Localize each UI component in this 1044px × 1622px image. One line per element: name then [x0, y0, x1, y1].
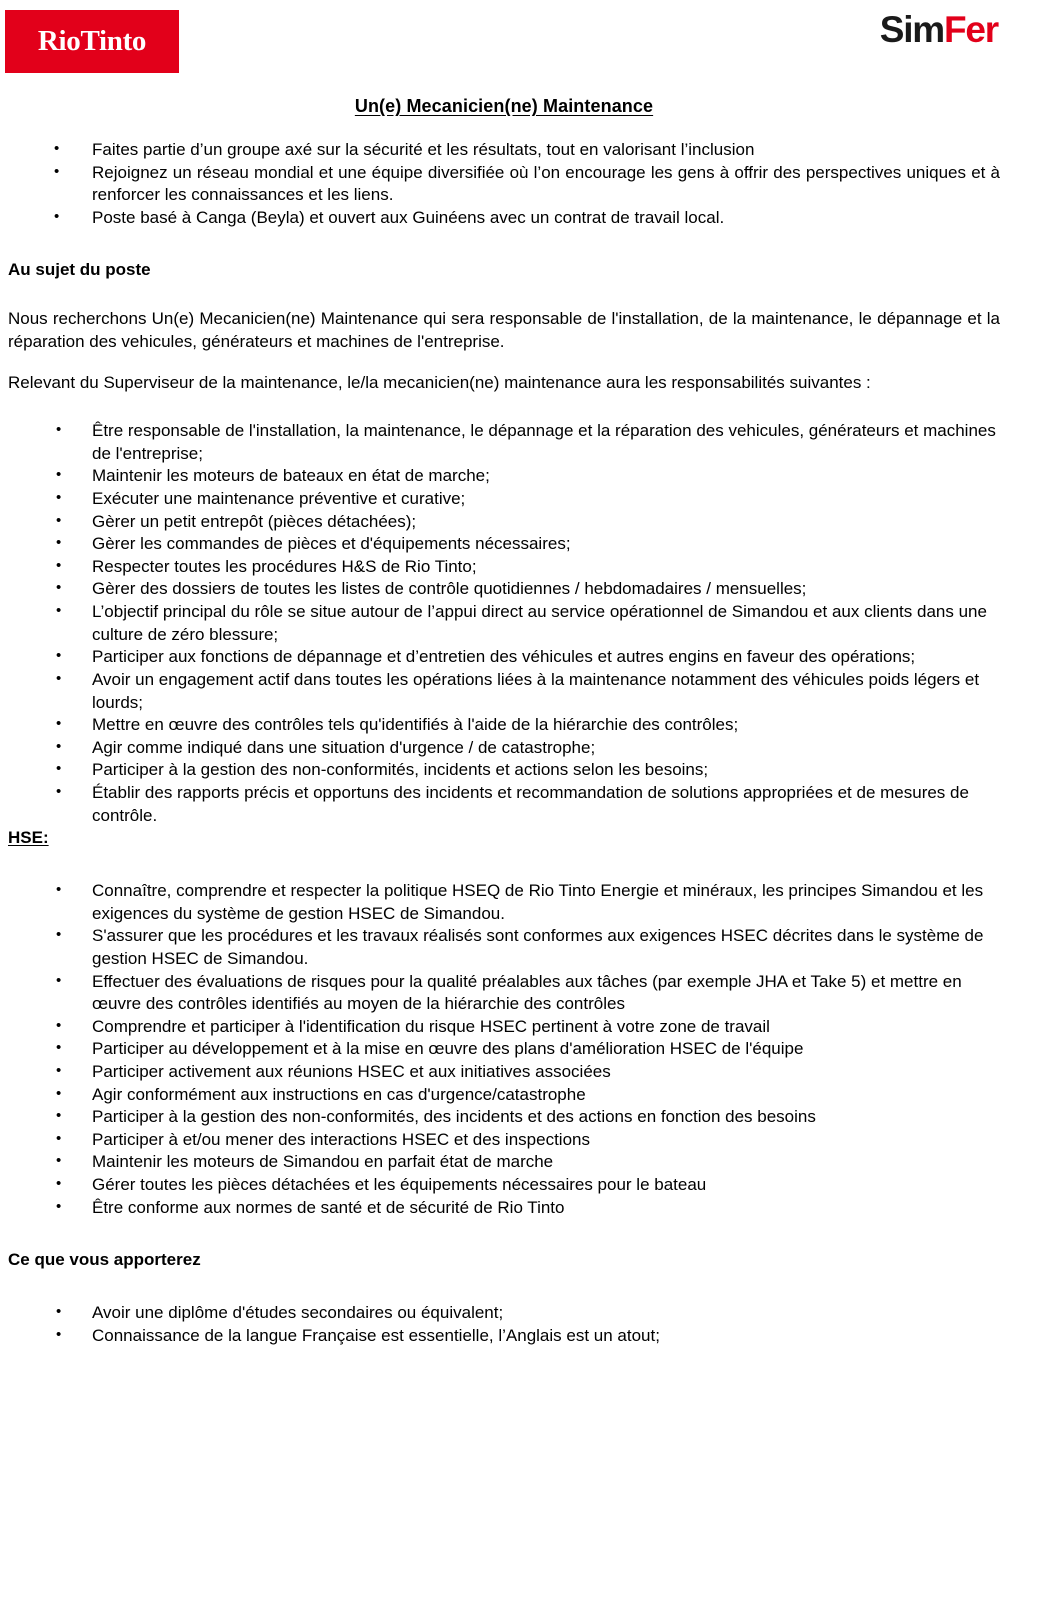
list-item: • Être responsable de l'installation, la maintenance, le dépannage et la réparation des vehicules, générateurs et machines de l'entreprise; [8, 420, 1000, 465]
simfer-logo-sim: Sim [879, 9, 945, 50]
list-item: • L’objectif principal du rôle se situe autour de l’appui direct au service opérationnel de Simandou et aux clients dans une culture de zéro blessure; [8, 601, 1000, 646]
about-section-heading: Au sujet du poste [8, 260, 151, 280]
page-title-text: Un(e) Mecanicien(ne) Maintenance [354, 96, 654, 116]
list-item: • Avoir une diplôme d'études secondaires ou équivalent; [8, 1302, 1000, 1325]
list-item: • Rejoignez un réseau mondial et une équipe diversifiée où l’on encourage les gens à offrir des perspectives uniques et à renforcer les connaissances et les liens. [8, 162, 1000, 207]
list-item: • Gèrer les commandes de pièces et d'équipements nécessaires; [8, 533, 1000, 556]
list-item: • Avoir un engagement actif dans toutes les opérations liées à la maintenance notamment des véhicules poids légers et lourds; [8, 669, 1000, 714]
list-item: • Participer à et/ou mener des interactions HSEC et des inspections [8, 1129, 1000, 1152]
intro-bullet-list [8, 139, 1000, 229]
list-item: • Être conforme aux normes de santé et de sécurité de Rio Tinto [8, 1197, 1000, 1220]
list-item: • Agir comme indiqué dans une situation d'urgence / de catastrophe; [8, 737, 1000, 760]
list-item: • Connaissance de la langue Française est essentielle, l’Anglais est un atout; [8, 1325, 1000, 1348]
list-item: • S'assurer que les procédures et les travaux réalisés sont conformes aux exigences HSEC décrites dans le système de gestion HSEC de Simandou. [8, 925, 1000, 970]
list-item: • Établir des rapports précis et opportuns des incidents et recommandation de solutions appropriées et de mesures de contrôle. [8, 782, 1000, 827]
list-item: • Participer à la gestion des non-conformités, incidents et actions selon les besoins; [8, 759, 1000, 782]
page-title [8, 96, 1000, 117]
hse-list [8, 880, 1000, 1219]
hse-section-heading [8, 827, 1000, 850]
list-item: • Gérer toutes les pièces détachées et les équipements nécessaires pour le bateau [8, 1174, 1000, 1197]
list-item: • Effectuer des évaluations de risques pour la qualité préalables aux tâches (par exemple JHA et Take 5) et mettre en œuvre des contrôles identifiés au moyen de la hiérarchie des contrôles [8, 971, 1000, 1016]
simfer-logo [880, 11, 998, 48]
list-item: • Comprendre et participer à l'identification du risque HSEC pertinent à votre zone de travail [8, 1016, 1000, 1039]
riotinto-logo [5, 10, 179, 73]
list-item: • Respecter toutes les procédures H&S de Rio Tinto; [8, 556, 1000, 579]
list-item: • Connaître, comprendre et respecter la politique HSEQ de Rio Tinto Energie et minéraux, les principes Simandou et les exigences du système de gestion HSEC de Simandou. [8, 880, 1000, 925]
list-item: • Exécuter une maintenance préventive et curative; [8, 488, 1000, 511]
hse-section-heading-text: HSE: [8, 828, 49, 848]
list-item: • Poste basé à Canga (Beyla) et ouvert aux Guinéens avec un contrat de travail local. [8, 207, 1000, 230]
list-item: • Participer à la gestion des non-conformités, des incidents et des actions en fonction des besoins [8, 1106, 1000, 1129]
riotinto-wordmark: RioTinto [37, 25, 147, 57]
offer-list [8, 1302, 1000, 1347]
list-item: • Gèrer des dossiers de toutes les listes de contrôle quotidiennes / hebdomadaires / mensuelles; [8, 578, 1000, 601]
about-paragraph-1: Nous recherchons Un(e) Mecanicien(ne) Maintenance qui sera responsable de l'installation, de la maintenance, le dépannage et la réparation des vehicules, générateurs et machines de l'entreprise. [8, 309, 1000, 351]
list-item: • Agir conformément aux instructions en cas d'urgence/catastrophe [8, 1084, 1000, 1107]
list-item: • Participer activement aux réunions HSEC et aux initiatives associées [8, 1061, 1000, 1084]
list-item: • Faites partie d’un groupe axé sur la sécurité et les résultats, tout en valorisant l’inclusion [8, 139, 1000, 162]
list-item: • Mettre en œuvre des contrôles tels qu'identifiés à l'aide de la hiérarchie des contrôles; [8, 714, 1000, 737]
about-paragraph-2: Relevant du Superviseur de la maintenance, le/la mecanicien(ne) maintenance aura les responsabilités suivantes : [8, 372, 871, 392]
list-item: • Gèrer un petit entrepôt (pièces détachées); [8, 511, 1000, 534]
list-item: • Participer au développement et à la mise en œuvre des plans d'amélioration HSEC de l'équipe [8, 1038, 1000, 1061]
offer-section-heading: Ce que vous apporterez [8, 1250, 201, 1270]
document-body [0, 96, 1044, 1347]
list-item: • Maintenir les moteurs de bateaux en état de marche; [8, 465, 1000, 488]
list-item: • Maintenir les moteurs de Simandou en parfait état de marche [8, 1151, 1000, 1174]
list-item: • Participer aux fonctions de dépannage et d’entretien des véhicules et autres engins en faveur des opérations; [8, 646, 1000, 669]
document-header [0, 0, 1044, 82]
responsibilities-list [8, 420, 1000, 827]
simfer-logo-fer: Fer [944, 9, 998, 50]
